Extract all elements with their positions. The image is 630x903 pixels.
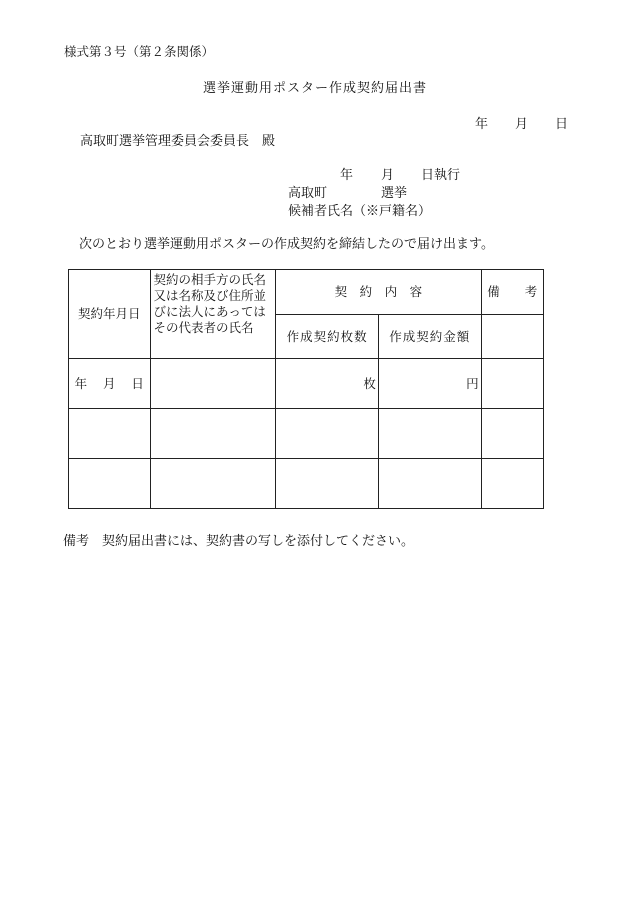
yen-unit-label: 円	[466, 375, 479, 391]
header-contract-party: 契約の相手方の氏名又は名称及び住所並びに法人にあってはその代表者の氏名	[150, 270, 276, 359]
contract-party-cell[interactable]	[150, 409, 276, 459]
header-contract-date: 契約年月日	[69, 270, 151, 359]
submission-year-label: 年	[475, 117, 489, 132]
submission-day-label: 日	[555, 117, 569, 132]
contract-party-cell[interactable]	[150, 359, 276, 409]
execution-day-label: 日執行	[421, 168, 461, 183]
contract-date-cell[interactable]	[69, 459, 151, 509]
execution-year-label: 年	[340, 168, 354, 183]
contract-table	[68, 269, 544, 509]
table-row	[69, 359, 544, 409]
row-day-label: 日	[131, 375, 144, 391]
header-contract-amount: 作成契約金額	[378, 315, 481, 359]
contract-amount-cell[interactable]	[378, 409, 481, 459]
contract-amount-cell[interactable]	[378, 359, 481, 409]
table-row	[69, 459, 544, 509]
candidate-name-label: 候補者氏名（※戸籍名）	[288, 204, 432, 219]
header-remarks: 備 考	[481, 270, 543, 315]
addressee: 高取町選挙管理委員会委員長 殿	[80, 134, 276, 149]
town-name: 高取町	[288, 186, 328, 201]
submission-month-label: 月	[515, 117, 529, 132]
contract-date-cell[interactable]	[69, 359, 151, 409]
document-title: 選挙運動用ポスター作成契約届出書	[202, 81, 427, 96]
election-label: 選挙	[381, 186, 408, 201]
sheet-count-cell[interactable]	[276, 409, 379, 459]
sheet-count-cell[interactable]	[276, 359, 379, 409]
execution-month-label: 月	[381, 168, 395, 183]
remarks-cell[interactable]	[481, 409, 543, 459]
contract-date-cell[interactable]	[69, 409, 151, 459]
footnote: 備考 契約届出書には、契約書の写しを添付してください。	[63, 534, 415, 549]
header-contract-details: 契 約 内 容	[276, 270, 481, 315]
sheet-count-cell[interactable]	[276, 459, 379, 509]
declaration-statement: 次のとおり選挙運動用ポスターの作成契約を締結したので届け出ます。	[79, 237, 494, 252]
table-header-row	[69, 270, 544, 315]
row-year-label: 年	[74, 375, 88, 391]
table-row	[69, 409, 544, 459]
form-number-label: 様式第３号（第２条関係）	[64, 44, 215, 59]
contract-amount-cell[interactable]	[378, 459, 481, 509]
row-month-label: 月	[102, 375, 116, 391]
remarks-cell[interactable]	[481, 459, 543, 509]
header-sheet-count: 作成契約枚数	[276, 315, 379, 359]
sheets-unit-label: 枚	[363, 375, 376, 391]
contract-party-cell[interactable]	[150, 459, 276, 509]
remarks-cell[interactable]	[481, 359, 543, 409]
remarks-cell[interactable]	[481, 315, 543, 359]
